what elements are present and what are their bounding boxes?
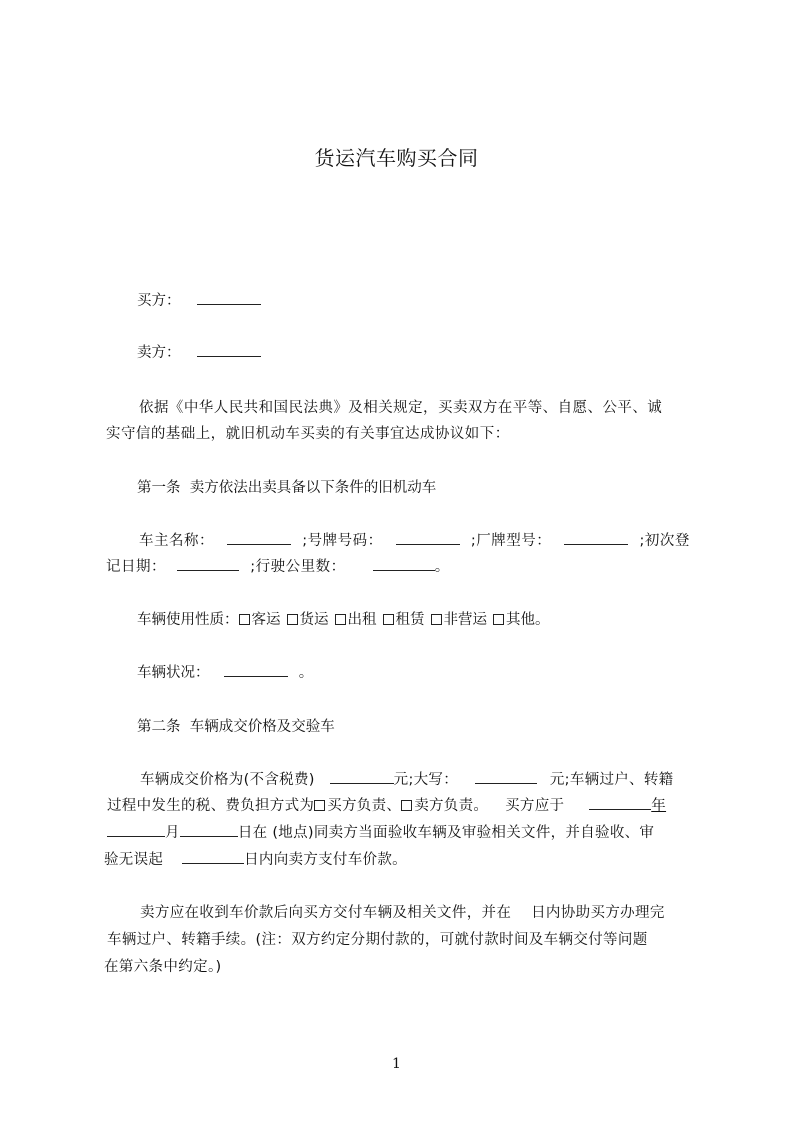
mileage-label: ;行驶公里数： [250, 559, 346, 575]
mileage-blank[interactable] [373, 557, 435, 571]
usage-option-other[interactable]: 其他。 [493, 612, 550, 628]
usage-option-lease[interactable]: 租赁 [383, 612, 425, 628]
usage-option-taxi[interactable]: 出租 [335, 612, 377, 628]
payment-days-blank[interactable] [182, 850, 244, 864]
usage-option-freight[interactable]: 货运 [287, 612, 329, 628]
buyer-should-text: 买方应于 [505, 798, 565, 814]
buyer-blank[interactable] [197, 291, 261, 305]
buyer-line [137, 291, 261, 311]
vehicle-info-line-1 [139, 531, 690, 551]
seller-bear-option[interactable]: 卖方负责。 [401, 798, 488, 814]
usage-label: 车辆使用性质： [137, 612, 239, 628]
condition-blank[interactable] [224, 663, 288, 677]
plate-number-label: ;号牌号码： [302, 533, 383, 549]
price-line-4 [104, 850, 407, 870]
condition-end: 。 [298, 665, 314, 681]
article-2-heading: 第二条 车辆成交价格及交验车 [137, 719, 335, 735]
price-line-1 [140, 770, 673, 790]
condition-label: 车辆状况： [137, 665, 210, 681]
buyer-label: 买方： [137, 293, 181, 309]
model-blank[interactable] [564, 531, 628, 545]
condition-line [137, 663, 313, 683]
first-registration-label-b: 记日期： [106, 559, 166, 575]
month-blank[interactable] [107, 823, 165, 837]
day-place-text: 日在 (地点)同卖方当面验收车辆及审验相关文件，并自验收、审 [237, 825, 655, 841]
checkbox-icon[interactable] [383, 614, 394, 625]
tax-text: 过程中发生的税、费负担方式为 [107, 798, 315, 814]
price-label: 车辆成交价格为(不含税费) [140, 772, 315, 788]
intro-line-2: 实守信的基础上，就旧机动车买卖的有关事宜达成协议如下： [106, 426, 510, 442]
checkbox-icon[interactable] [493, 614, 504, 625]
vehicle-info-line-2 [106, 557, 450, 577]
model-label: ;厂牌型号： [470, 533, 552, 549]
article-1-heading: 第一条 卖方依法出卖具备以下条件的旧机动车 [137, 480, 437, 496]
buyer-bear-option[interactable]: 买方负责、 [314, 798, 401, 814]
price-line-3 [107, 823, 654, 843]
page-number: 1 [392, 1056, 401, 1072]
checkbox-icon[interactable] [239, 614, 250, 625]
checkbox-icon[interactable] [401, 800, 412, 811]
first-registration-blank[interactable] [177, 557, 239, 571]
first-registration-label-a: ;初次登 [639, 533, 690, 549]
month-label: 月 [165, 825, 180, 841]
checkbox-icon[interactable] [314, 800, 325, 811]
checkbox-icon[interactable] [431, 614, 442, 625]
price-transfer-label: 元;车辆过户、转籍 [549, 772, 674, 788]
price-blank[interactable] [330, 770, 394, 784]
price-line-2 [107, 796, 666, 816]
checkbox-icon[interactable] [287, 614, 298, 625]
payment-text: 日内向卖方支付车价款。 [244, 852, 407, 868]
year-label: 年 [651, 798, 667, 814]
checkbox-icon[interactable] [335, 614, 346, 625]
day-blank[interactable] [180, 823, 238, 837]
plate-number-blank[interactable] [396, 531, 460, 545]
price-upper-label: 元;大写： [393, 772, 459, 788]
seller-blank[interactable] [197, 343, 261, 357]
usage-line [137, 610, 556, 630]
usage-option-passenger[interactable]: 客运 [239, 612, 281, 628]
seller-line [137, 343, 261, 363]
mileage-end: 。 [434, 559, 450, 575]
owner-name-blank[interactable] [227, 531, 291, 545]
intro-line-1: 依据《中华人民共和国民法典》及相关规定，买卖双方在平等、自愿、公平、诚 [139, 400, 663, 416]
delivery-line-1: 卖方应在收到车价款后向买方交付车辆及相关文件，并在 日内协助买方办理完 [140, 905, 665, 921]
year-blank[interactable] [589, 796, 651, 810]
usage-option-non-commercial[interactable]: 非营运 [431, 612, 488, 628]
verify-text: 验无误起 [104, 852, 164, 868]
delivery-line-2: 车辆过户、转籍手续。(注：双方约定分期付款的，可就付款时间及车辆交付等问题 [107, 932, 648, 948]
price-upper-blank[interactable] [475, 770, 537, 784]
delivery-line-3: 在第六条中约定。) [104, 959, 222, 975]
document-title: 货运汽车购买合同 [314, 146, 479, 170]
owner-name-label: 车主名称： [139, 533, 214, 549]
seller-label: 卖方： [137, 345, 181, 361]
